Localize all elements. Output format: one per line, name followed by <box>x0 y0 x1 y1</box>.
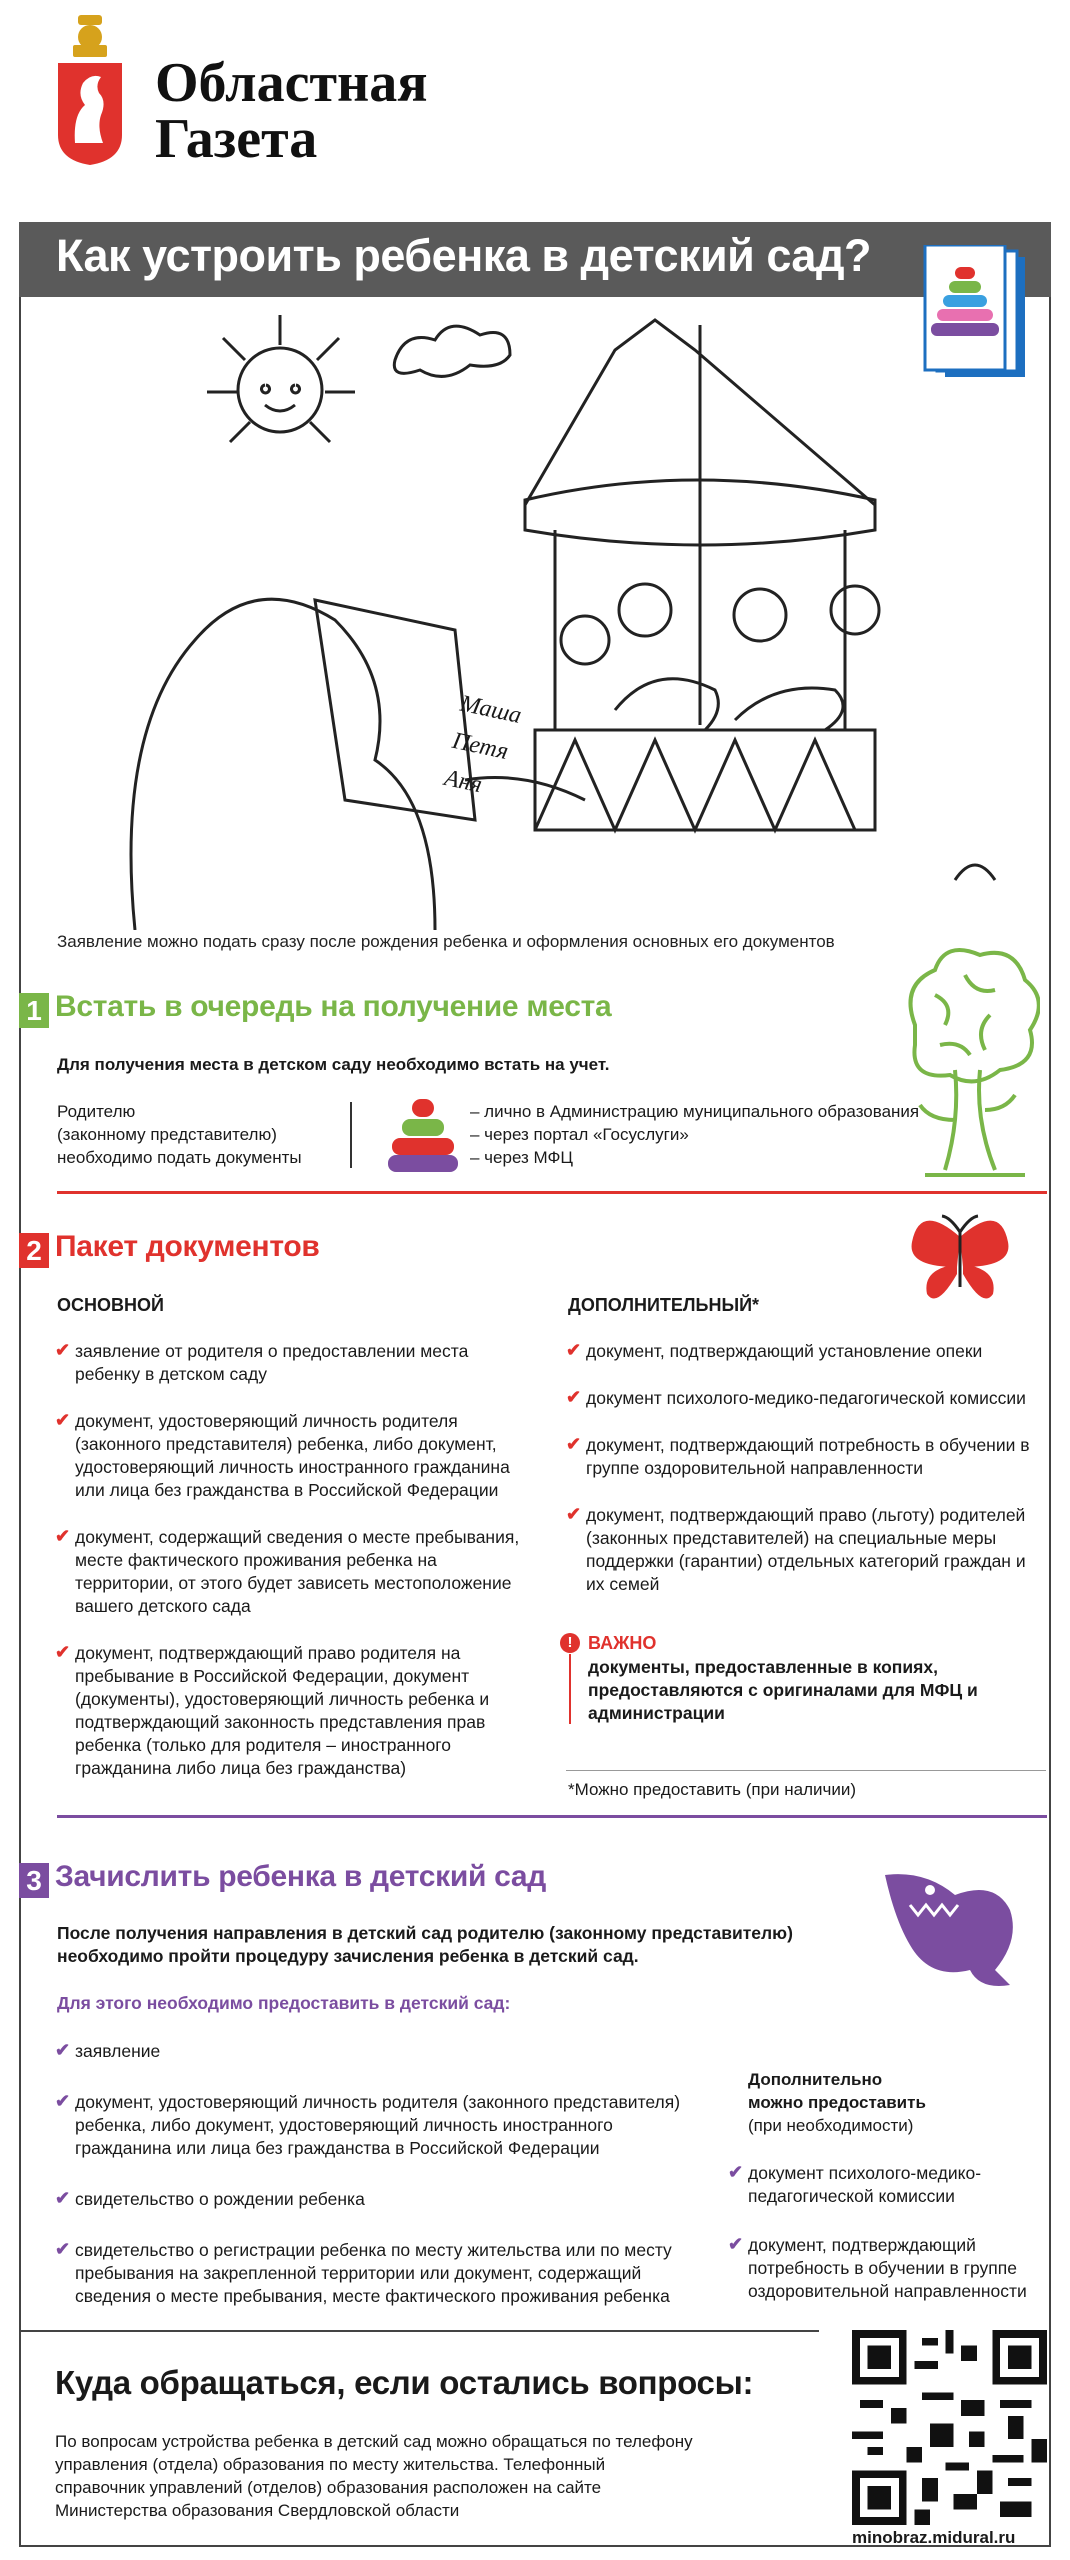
coat-of-arms-logo <box>55 15 125 165</box>
carousel-illustration <box>55 300 1055 930</box>
section3-sub: Для этого необходимо предоставить в детский сад: <box>57 1993 511 2013</box>
site-url[interactable]: minobraz.midural.ru <box>852 2528 1016 2547</box>
list-item: ✔ документ, подтверждающий установление опеки <box>566 1340 983 1361</box>
list-item: ✔ документ, подтверждающий потребность в обучении в группе оздоровительной направленности <box>566 1434 1030 1478</box>
list-item: ✔ документ, подтверждающий право (льготу) родителей (законных представителей) на специальные меры поддержки (гарантии) отдельных категорий граждан и их семей <box>566 1504 1026 1594</box>
section3-title: Зачислить ребенка в детский сад <box>55 1860 547 1893</box>
enroll-extra-list <box>728 2162 1038 2303</box>
section3-lead: После получения направления в детский сад родителю (законному представителю) необходимо пройти процедуру зачисления ребенка в детский сад. <box>57 1923 793 1966</box>
important-heading: ВАЖНО <box>588 1633 657 1653</box>
section2-rule <box>57 1815 1047 1818</box>
list-item: ✔ документ, удостоверяющий личность родителя (законного представителя) ребенка, либо документ, удостоверяющий личность иностранного гражданина или лица без гражданства в Российской Федерации <box>55 1410 510 1500</box>
page-title: Как устроить ребенка в детский сад? <box>56 230 871 281</box>
section2-number: 2 <box>19 1233 49 1268</box>
important-text: документы, предоставленные в копиях, предоставляются с оригиналами для МФЦ и администрации <box>588 1657 978 1723</box>
list-item: ✔ документ, содержащий сведения о месте пребывания, месте фактического проживания ребенка на территории, от этого будет зависеть местоположение вашего детского сада <box>55 1526 520 1616</box>
section1-number: 1 <box>19 993 49 1028</box>
section1-lead: Для получения места в детском саду необходимо встать на учет. <box>57 1055 610 1074</box>
tree-icon <box>895 945 1040 1180</box>
sheet-names: Маша Петя Аня <box>442 690 524 799</box>
shark-icon <box>880 1865 1030 1990</box>
contact-title: Куда обращаться, если остались вопросы: <box>55 2364 754 2401</box>
section1-left-text: Родителю (законному представителю) необходимо подать документы <box>57 1102 302 1167</box>
section3-number: 3 <box>19 1863 49 1898</box>
section1-title: Встать в очередь на получение места <box>55 990 612 1023</box>
list-item: ✔ заявление <box>55 2040 161 2061</box>
list-item: ✔ документ психолого-медико-педагогической комиссии <box>728 2162 982 2206</box>
pyramid-toy-icon <box>388 1097 460 1172</box>
caption: Заявление можно подать сразу после рождения ребенка и оформления основных его документов <box>57 932 835 951</box>
footnote-rule <box>566 1770 1046 1771</box>
list-item: ✔ свидетельство о рождении ребенка <box>55 2188 365 2209</box>
list-item: ✔ документ, подтверждающий потребность в обучении в группе оздоровительной направленности <box>728 2234 1027 2301</box>
section1-right-text: – лично в Администрацию муниципального образования – через портал «Госуслуги» – через МФЦ <box>470 1102 920 1167</box>
footnote: *Можно предоставить (при наличии) <box>568 1780 857 1799</box>
important-icon: ! <box>560 1633 580 1653</box>
extra-docs-list <box>566 1340 1044 1596</box>
list-item: ✔ документ, подтверждающий право родителя на пребывание в Российской Федерации, документ (документы), удостоверяющий личность ребенка и подтверждающий законность представления прав ребенка (только для родителя – иностранного гражданина либо лица без гражданства) <box>55 1642 490 1778</box>
main-docs-heading: ОСНОВНОЙ <box>57 1295 164 1315</box>
contact-rule <box>19 2330 819 2332</box>
main-docs-list <box>55 1340 525 1780</box>
enroll-docs-list <box>55 2040 695 2308</box>
section1-divider <box>350 1102 352 1168</box>
section2-title: Пакет документов <box>55 1230 320 1263</box>
section1-rule <box>57 1191 1047 1194</box>
extra-docs-heading: ДОПОЛНИТЕЛЬНЫЙ* <box>568 1295 760 1315</box>
list-item: ✔ заявление от родителя о предоставлении места ребенку в детском саду <box>55 1340 469 1384</box>
butterfly-icon <box>905 1212 1015 1307</box>
important-bar <box>569 1654 571 1724</box>
list-item: ✔ документ, удостоверяющий личность родителя (законного представителя) ребенка, либо документ, удостоверяющий личность иностранного гражданина или лица без гражданства в Российской Федерации <box>55 2091 681 2158</box>
qr-code[interactable] <box>852 2330 1047 2525</box>
list-item: ✔ свидетельство о регистрации ребенка по месту жительства или по месту пребывания на закрепленной территории или документ, содержащий сведения о месте пребывания, месте фактического проживания ребенка <box>55 2239 672 2306</box>
newspaper-brand: Областная Газета <box>155 52 428 170</box>
enroll-extra-heading: Дополнительно можно предоставить (при необходимости) <box>748 2070 926 2135</box>
list-item: ✔ документ психолого-медико-педагогической комиссии <box>566 1387 1026 1408</box>
contact-text: По вопросам устройства ребенка в детский сад можно обращаться по телефону управления (отдела) образования по месту жительства. Телефонный справочник управлений (отделов) образования расположен на сайте Министерства образования Свердловской области <box>55 2432 693 2520</box>
